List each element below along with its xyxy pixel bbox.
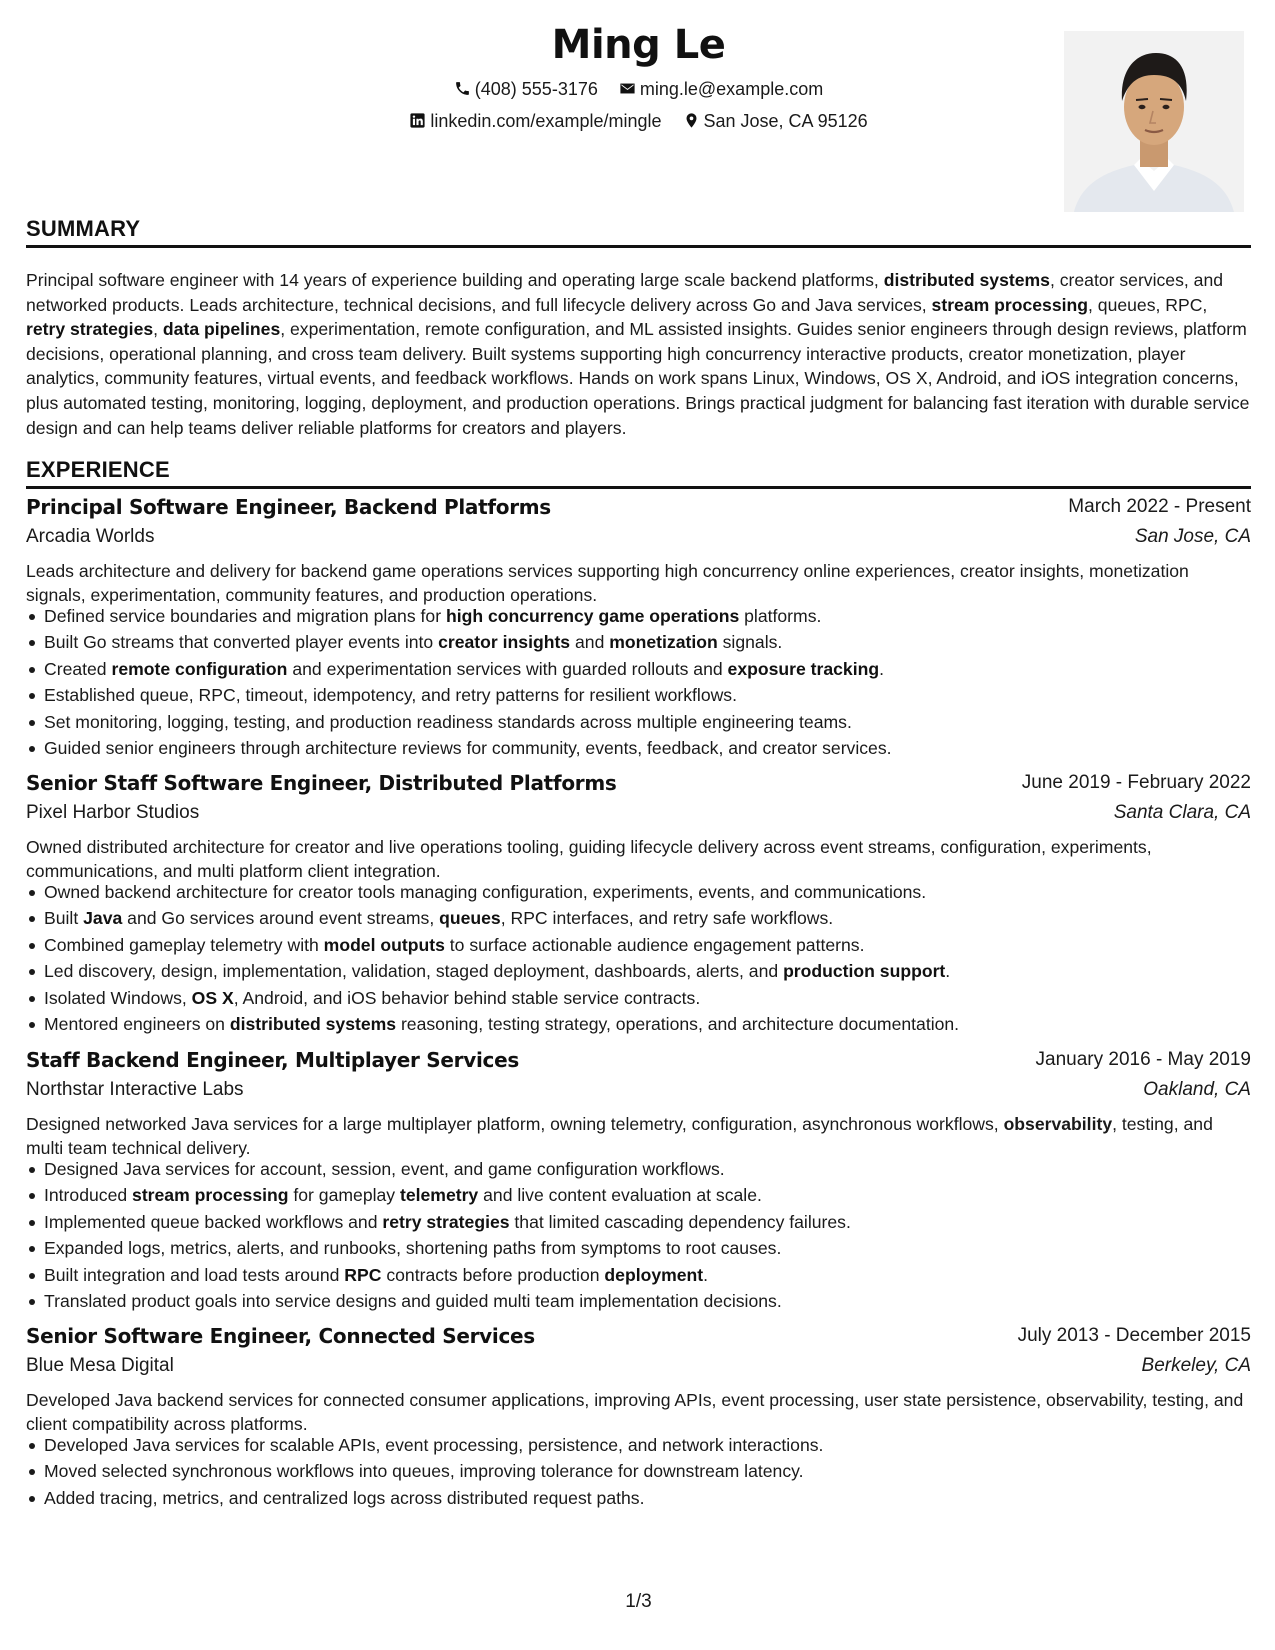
job-entry — [26, 1048, 1251, 1313]
bullet-text: and Go services around event streams, — [122, 908, 440, 929]
bullet-text: Mentored engineers on — [44, 1013, 230, 1034]
bullet-text: Introduced — [44, 1185, 133, 1206]
summary-heading: SUMMARY — [26, 216, 141, 241]
job-title: Senior Staff Software Engineer, Distributed Platforms — [26, 771, 617, 795]
candidate-name: Ming Le — [551, 22, 726, 68]
job-bullet — [26, 735, 1251, 761]
job-bullet — [26, 879, 1251, 905]
bullet-text: for gameplay — [288, 1185, 400, 1206]
job-description: Leads architecture and delivery for backend game operations services supporting high concurrency online experiences, creator insights, monetization signals, experimentation, community features, and production operations. — [26, 561, 1189, 605]
bullet-text: Developed Java services for scalable APIs, event processing, persistence, and network interactions. — [44, 1435, 824, 1455]
job-bullet — [26, 1262, 1251, 1288]
bullet-text: Expanded logs, metrics, alerts, and runbooks, shortening paths from symptoms to root causes. — [44, 1238, 782, 1259]
bullet-emphasis: retry strategies — [382, 1211, 510, 1232]
job-bullet — [26, 1182, 1251, 1208]
job-bullet — [26, 603, 1251, 629]
job-bullet — [26, 932, 1251, 958]
phone-icon — [454, 80, 471, 97]
bullet-text: signals. — [717, 632, 783, 653]
job-bullet — [26, 1235, 1251, 1261]
job-bullet — [26, 629, 1251, 655]
bullet-emphasis: production support — [783, 961, 946, 982]
summary-emphasis: stream processing — [931, 294, 1089, 315]
summary-emphasis: distributed systems — [883, 270, 1050, 290]
summary-divider — [26, 245, 1251, 248]
linkedin-url[interactable]: linkedin.com/example/mingle — [430, 111, 662, 131]
job-bullet — [26, 1011, 1251, 1037]
bullet-text: . — [703, 1264, 709, 1285]
job-bullet — [26, 682, 1251, 708]
bullet-text: , Android, and iOS behavior behind stable service contracts. — [233, 987, 701, 1008]
bullet-emphasis: deployment — [604, 1264, 704, 1285]
bullet-emphasis: monetization — [609, 632, 718, 653]
summary-text: , creator services, and networked products. Leads architecture, technical decisions, and full lifecycle delivery across Go and Java services, — [26, 270, 1224, 315]
job-company: Arcadia Worlds — [26, 526, 155, 547]
bullet-text: Led discovery, design, implementation, validation, staged deployment, dashboards, alerts, and — [44, 961, 784, 982]
email-contact[interactable] — [619, 79, 823, 100]
bullet-emphasis: model outputs — [323, 934, 445, 955]
bullet-text: Defined service boundaries and migration plans for — [44, 606, 446, 626]
bullet-emphasis: creator insights — [438, 632, 571, 653]
bullet-text: Translated product goals into service designs and guided multi team implementation decisions. — [44, 1290, 782, 1311]
job-entry — [26, 1324, 1251, 1514]
job-location: Oakland, CA — [1143, 1079, 1251, 1100]
bullet-emphasis: remote configuration — [111, 658, 288, 679]
bullet-text: , RPC interfaces, and retry safe workflows. — [500, 908, 834, 929]
map-pin-icon — [683, 112, 700, 129]
bullet-text: Set monitoring, logging, testing, and production readiness standards across multiple engineering teams. — [44, 711, 852, 732]
summary-emphasis: data pipelines — [162, 319, 281, 340]
bullet-text: Designed Java services for account, session, event, and game configuration workflows. — [44, 1159, 725, 1179]
job-entry — [26, 771, 1251, 1036]
bullet-text: Added tracing, metrics, and centralized logs across distributed request paths. — [44, 1487, 645, 1508]
job-bullet — [26, 1485, 1251, 1511]
phone-contact — [454, 79, 598, 100]
linkedin-icon — [409, 112, 426, 129]
bullet-emphasis: Java — [83, 908, 123, 929]
summary-text: , — [153, 319, 163, 340]
bullet-text: Built — [44, 908, 84, 929]
job-title: Staff Backend Engineer, Multiplayer Services — [26, 1048, 519, 1072]
bullet-text: to surface actionable audience engagement patterns. — [444, 934, 865, 955]
experience-divider — [26, 486, 1251, 489]
bullet-emphasis: OS X — [191, 987, 234, 1008]
experience-heading: EXPERIENCE — [26, 457, 170, 482]
summary-text — [26, 268, 1251, 440]
bullet-text: reasoning, testing strategy, operations, and architecture documentation. — [396, 1013, 960, 1034]
job-company: Pixel Harbor Studios — [26, 802, 200, 823]
job-description-text: Designed networked Java services for a large multiplayer platform, owning telemetry, configuration, asynchronous workflows, — [26, 1114, 1004, 1134]
page-number: 1/3 — [625, 1591, 652, 1612]
bullet-emphasis: exposure tracking — [727, 658, 880, 679]
bullet-emphasis: telemetry — [399, 1185, 479, 1206]
job-bullet-list — [26, 1432, 1251, 1511]
job-description: Owned distributed architecture for creator and live operations tooling, guiding lifecycle delivery across event streams, configuration, experiments, communications, and multi platform client integration. — [26, 837, 1152, 881]
job-location: San Jose, CA — [1134, 526, 1251, 547]
bullet-emphasis: high concurrency game operations — [445, 606, 740, 626]
job-dates: March 2022 - Present — [1068, 496, 1251, 517]
bullet-text: Isolated Windows, — [44, 987, 192, 1008]
summary-text: , queues, RPC, — [1088, 294, 1208, 315]
bullet-emphasis: stream processing — [132, 1185, 289, 1206]
bullet-text: and experimentation services with guarded rollouts and — [287, 658, 728, 679]
job-bullet — [26, 709, 1251, 735]
job-bullet — [26, 656, 1251, 682]
email-address[interactable]: ming.le@example.com — [639, 79, 824, 99]
job-bullet — [26, 985, 1251, 1011]
bullet-emphasis: distributed systems — [229, 1013, 397, 1034]
summary-text: Principal software engineer with 14 years of experience building and operating large scale backend platforms, — [26, 270, 884, 290]
job-dates: June 2019 - February 2022 — [1021, 772, 1251, 793]
bullet-text: that limited cascading dependency failures. — [509, 1211, 851, 1232]
bullet-emphasis: queues — [439, 908, 501, 929]
job-bullet-list — [26, 1156, 1251, 1314]
job-bullet-list — [26, 603, 1251, 761]
bullet-text: Implemented queue backed workflows and — [44, 1211, 383, 1232]
bullet-text: platforms. — [739, 606, 822, 626]
job-bullet — [26, 1156, 1251, 1182]
job-location: Santa Clara, CA — [1113, 802, 1251, 823]
envelope-icon — [619, 80, 636, 97]
bullet-text: . — [879, 658, 884, 679]
summary-text: , experimentation, remote configuration, and ML assisted insights. Guides senior engineers through design reviews, platform decisions, operational planning, and cross team delivery. Built systems supporting high concurrency interactive products, creator monetization, player analytics, community features, virtual events, and feedback workflows. Hands on work spans Linux, Windows, OS X, Android, and iOS integration concerns, plus automated testing, monitoring, logging, deployment, and production operations. Brings practical judgment for balancing fast iteration with durable service design and can help teams deliver reliable platforms for creators and players. — [26, 319, 1250, 438]
bullet-text: Established queue, RPC, timeout, idempotency, and retry patterns for resilient workflows. — [44, 685, 737, 706]
job-bullet — [26, 1209, 1251, 1235]
job-bullet — [26, 1432, 1251, 1458]
profile-photo-illustration — [1064, 31, 1244, 212]
bullet-text: Owned backend architecture for creator tools managing configuration, experiments, events, and communications. — [44, 882, 927, 902]
job-bullet — [26, 958, 1251, 984]
job-bullet — [26, 905, 1251, 931]
job-title: Senior Software Engineer, Connected Services — [26, 1324, 535, 1348]
job-location: Berkeley, CA — [1141, 1355, 1251, 1376]
bullet-text: Guided senior engineers through architecture reviews for community, events, feedback, and creator services. — [44, 737, 892, 758]
bullet-text: . — [945, 961, 951, 982]
job-bullet — [26, 1458, 1251, 1484]
job-company: Blue Mesa Digital — [26, 1355, 174, 1376]
bullet-emphasis: RPC — [344, 1264, 382, 1285]
job-description-text: , testing, and multi team technical delivery. — [26, 1114, 1213, 1158]
job-company: Northstar Interactive Labs — [26, 1079, 244, 1100]
home-location: San Jose, CA 95126 — [703, 111, 868, 131]
linkedin-contact[interactable] — [409, 111, 661, 132]
bullet-text: Created — [44, 658, 112, 679]
bullet-text: and live content evaluation at scale. — [478, 1185, 762, 1206]
job-dates: January 2016 - May 2019 — [1035, 1049, 1251, 1070]
job-bullet — [26, 1288, 1251, 1314]
resume-header — [26, 0, 1251, 220]
job-bullet-list — [26, 879, 1251, 1037]
profile-photo — [1064, 31, 1244, 212]
summary-emphasis: retry strategies — [26, 319, 154, 340]
job-description-emphasis: observability — [1003, 1114, 1113, 1134]
location-contact — [683, 111, 868, 132]
bullet-text: Built integration and load tests around — [44, 1264, 345, 1285]
bullet-text: and — [570, 632, 610, 653]
bullet-text: contracts before production — [381, 1264, 605, 1285]
job-description: Developed Java backend services for connected consumer applications, improving APIs, event processing, user state persistence, observability, testing, and client compatibility across platforms. — [26, 1390, 1244, 1434]
phone-number: (408) 555-3176 — [474, 79, 598, 99]
bullet-text: Combined gameplay telemetry with — [44, 934, 324, 955]
bullet-text: Built Go streams that converted player events into — [44, 632, 439, 653]
job-dates: July 2013 - December 2015 — [1017, 1325, 1251, 1346]
resume-page — [26, 0, 1251, 1650]
bullet-text: Moved selected synchronous workflows into queues, improving tolerance for downstream latency. — [44, 1461, 804, 1482]
job-entry — [26, 495, 1251, 760]
job-description — [26, 1112, 1251, 1160]
job-title: Principal Software Engineer, Backend Platforms — [26, 495, 551, 519]
